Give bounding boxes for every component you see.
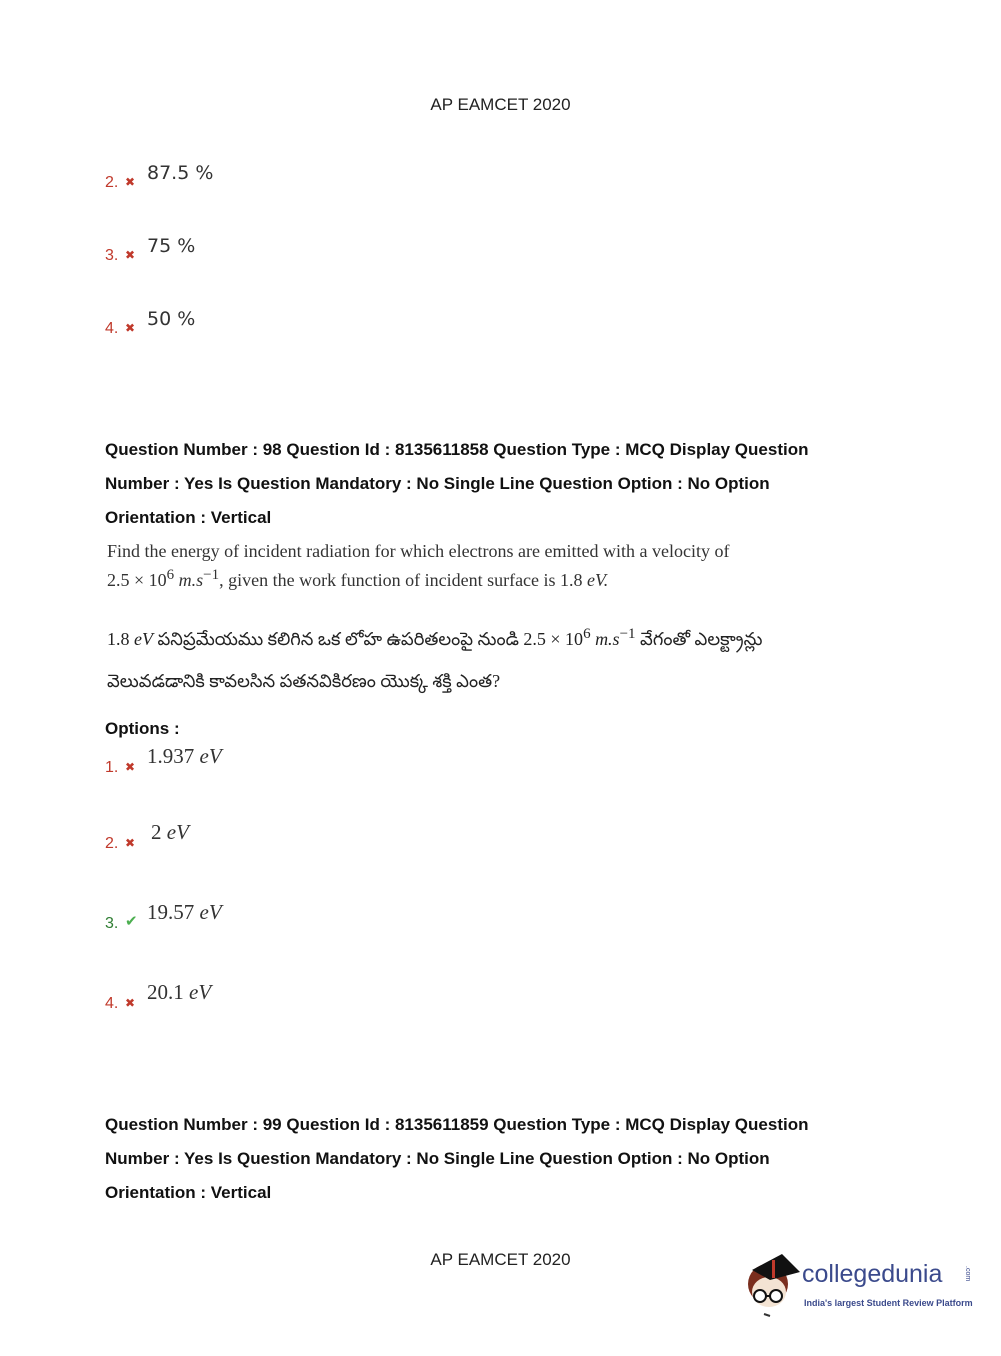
unit: eV <box>134 629 153 649</box>
question-text-line <box>107 566 729 595</box>
option-number: 4. <box>105 995 119 1012</box>
check-icon: ✔ <box>125 912 138 930</box>
cross-icon: ✖ <box>125 836 136 850</box>
meta-line: Orientation : Vertical <box>105 1183 272 1202</box>
unit: m.s <box>178 570 204 590</box>
unit: m.s <box>595 629 620 649</box>
mascot-icon <box>742 1250 804 1320</box>
option-number: 2. <box>105 835 119 852</box>
option-text: 75 % <box>147 235 196 257</box>
logo-tagline: India's largest Student Review Platform <box>804 1298 973 1308</box>
text: పనిప్రమేయము కలిగిన ఒక లోహ ఉపరితలంపై నుండి 2.5 × 10 <box>157 629 584 649</box>
option-3 <box>105 235 196 265</box>
option-2 <box>105 162 214 192</box>
meta-line: Number : Yes Is Question Mandatory : No Single Line Question Option : No Option <box>105 474 770 493</box>
option-unit: eV <box>199 744 222 768</box>
cross-icon: ✖ <box>125 175 136 189</box>
option-number: 3. <box>105 915 119 932</box>
option-number: 3. <box>105 247 119 264</box>
option-3-correct <box>105 900 222 933</box>
text: 2.5 × 10 <box>107 570 167 590</box>
text: 1.8 <box>107 629 130 649</box>
options-label: Options : <box>105 719 180 738</box>
superscript: −1 <box>619 626 636 642</box>
option-2 <box>105 820 189 853</box>
question-98-telugu <box>107 618 762 702</box>
option-4 <box>105 308 196 338</box>
superscript: 6 <box>166 567 175 583</box>
option-value: 20.1 <box>147 980 184 1004</box>
cross-icon: ✖ <box>125 321 136 335</box>
cross-icon: ✖ <box>125 760 136 774</box>
cross-icon: ✖ <box>125 996 136 1010</box>
cross-icon: ✖ <box>125 248 136 262</box>
superscript: −1 <box>203 567 220 583</box>
unit: eV. <box>587 570 609 590</box>
option-text: 87.5 % <box>147 162 214 184</box>
option-4 <box>105 980 212 1013</box>
option-unit: eV <box>199 900 222 924</box>
question-text-line <box>107 618 762 660</box>
text: , given the work function of incident surface is 1.8 <box>219 570 583 590</box>
text: వేగంతో ఎలక్ట్రాన్లు <box>640 629 763 649</box>
question-text-line: వెలువడడానికి కావలసిన పతనవికిరణం యొక్క శక్తి ఎంత? <box>107 671 501 691</box>
option-number: 2. <box>105 174 119 191</box>
option-unit: eV <box>166 820 189 844</box>
page-footer: AP EAMCET 2020 <box>430 1250 571 1269</box>
meta-line: Orientation : Vertical <box>105 508 272 527</box>
meta-line: Number : Yes Is Question Mandatory : No Single Line Question Option : No Option <box>105 1149 770 1168</box>
page-header: AP EAMCET 2020 <box>430 95 571 114</box>
meta-line: Question Number : 99 Question Id : 8135611859 Question Type : MCQ Display Question <box>105 1115 809 1134</box>
superscript: 6 <box>583 626 591 642</box>
option-value: 2 <box>151 820 162 844</box>
option-value: 1.937 <box>147 744 195 768</box>
option-unit: eV <box>189 980 212 1004</box>
option-value: 19.57 <box>147 900 195 924</box>
option-number: 4. <box>105 320 119 337</box>
question-99-meta <box>105 1108 808 1210</box>
collegedunia-logo <box>742 1250 982 1320</box>
option-1 <box>105 744 222 777</box>
option-number: 1. <box>105 759 119 776</box>
meta-line: Question Number : 98 Question Id : 8135611858 Question Type : MCQ Display Question <box>105 440 809 459</box>
question-98-meta <box>105 433 808 535</box>
option-text: 50 % <box>147 308 196 330</box>
question-98-english <box>107 537 729 595</box>
logo-wordmark: collegedunia <box>802 1260 943 1288</box>
question-text-line: Find the energy of incident radiation for which electrons are emitted with a velocity of <box>107 541 730 561</box>
logo-suffix: .com <box>964 1266 971 1282</box>
